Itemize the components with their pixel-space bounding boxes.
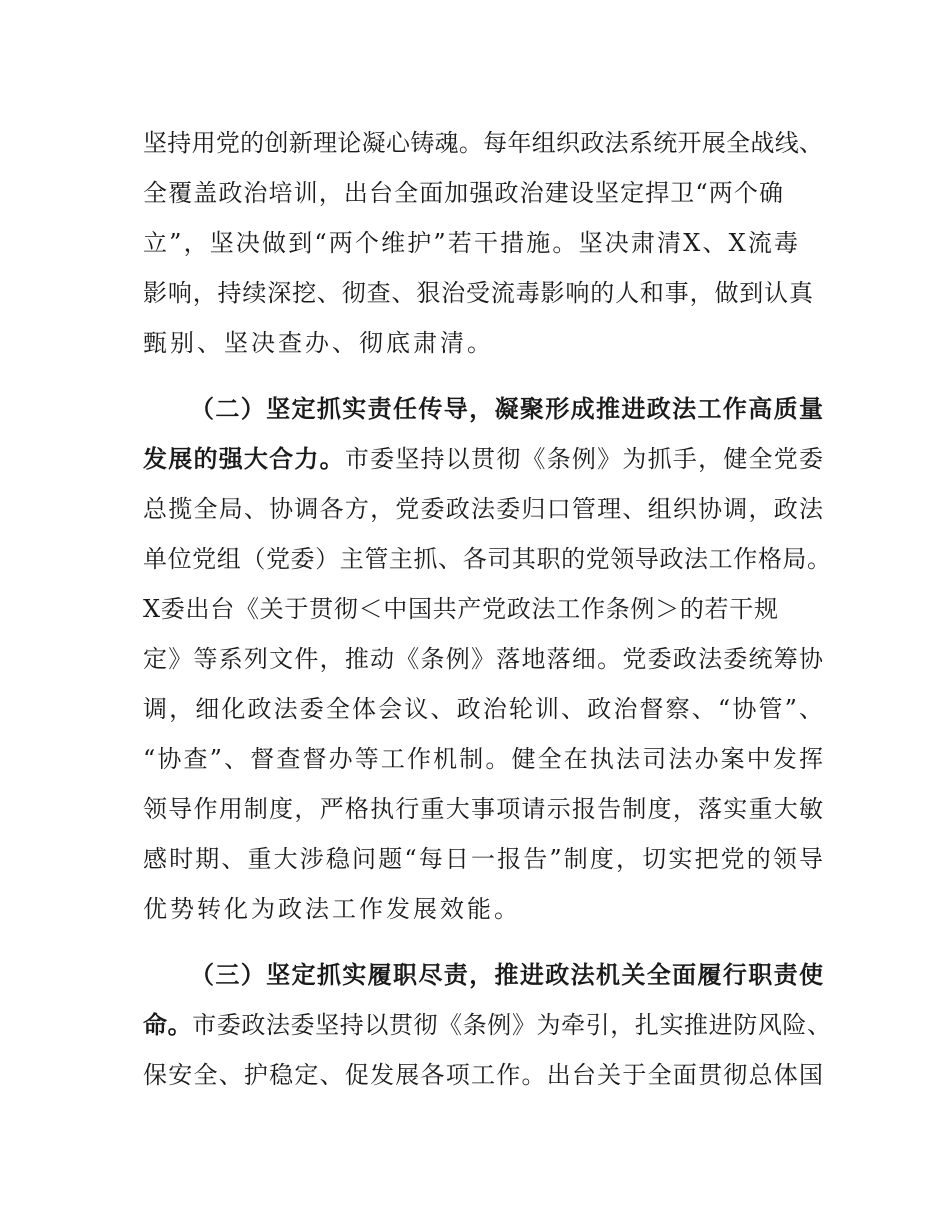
section-3-line-2-text: 市委政法委坚持以贯彻《条例》为牵引，扎实推进防风险、 [192, 1011, 832, 1039]
section-3-heading-end: 命。 [143, 1011, 193, 1039]
paragraph-1-line-4: 影响，持续深挖、彻查、狠治受流毒影响的人和事，做到认真 [143, 279, 813, 307]
section-2-line-2-text: 市委坚持以贯彻《条例》为抓手，健全党委 [344, 445, 824, 473]
section-2-line-7: 调，细化政法委全体会议、政治轮训、政治督察、“协管”、 [143, 695, 823, 723]
section-2-line-5: X委出台《关于贯彻＜中国共产党政法工作条例＞的若干规 [143, 595, 778, 623]
section-2-line-9: 领导作用制度，严格执行重大事项请示报告制度，落实重大敏 [143, 795, 823, 823]
section-2-heading-end: 发展的强大合力。 [143, 445, 345, 473]
section-2-line-3: 总揽全局、协调各方，党委政法委归口管理、组织协调，政法 [143, 495, 823, 523]
section-2-line-8: “协查”、督查督办等工作机制。健全在执法司法办案中发挥 [143, 745, 823, 773]
section-3-line-3: 保安全、护稳定、促发展各项工作。出台关于全面贯彻总体国 [143, 1061, 823, 1089]
section-2-line-10: 感时期、重大涉稳问题“每日一报告”制度，切实把党的领导 [143, 845, 823, 873]
section-3-line-2 [143, 1008, 831, 1042]
section-2-line-2 [143, 442, 823, 476]
section-3-heading: （三）坚定抓实履职尽责，推进政法机关全面履行职责使 [190, 961, 823, 989]
paragraph-1-line-2: 全覆盖政治培训，出台全面加强政治建设坚定捍卫“两个确 [143, 179, 783, 207]
section-2-line-6: 定》等系列文件，推动《条例》落地落细。党委政法委统筹协 [143, 645, 823, 673]
paragraph-1-line-1: 坚持用党的创新理论凝心铸魂。每年组织政法系统开展全战线、 [143, 129, 823, 157]
section-2-heading: （二）坚定抓实责任传导，凝聚形成推进政法工作高质量 [190, 395, 823, 423]
section-2-line-4: 单位党组（党委）主管主抓、各司其职的党领导政法工作格局。 [143, 545, 831, 573]
paragraph-1-line-3: 立”，坚决做到“两个维护”若干措施。坚决肃清X、X流毒 [143, 229, 798, 257]
section-2-line-11: 优势转化为政法工作发展效能。 [143, 895, 521, 923]
paragraph-1-line-5: 甄别、坚决查办、彻底肃清。 [143, 329, 494, 357]
